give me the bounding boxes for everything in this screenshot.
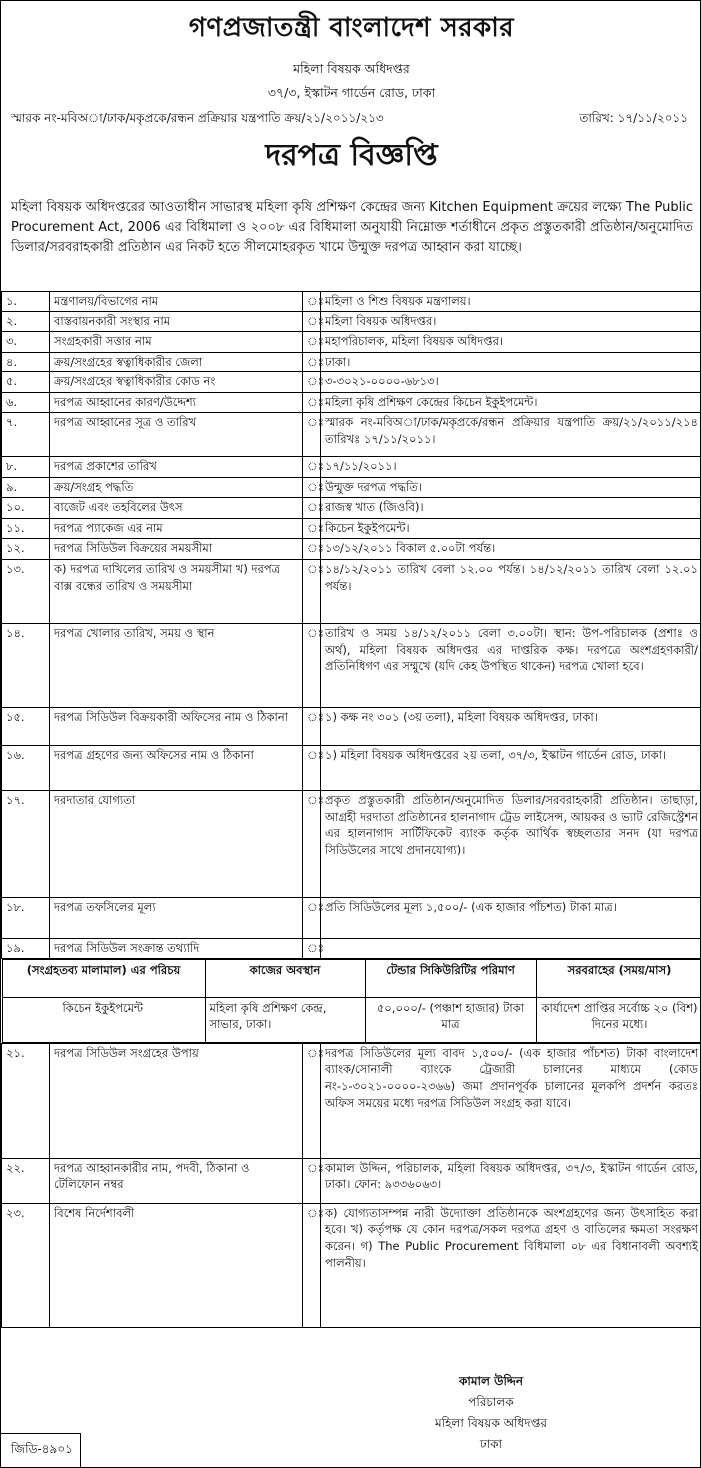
row-label: সংগ্রহকারী সত্তার নাম bbox=[50, 331, 303, 352]
table-row bbox=[2, 791, 701, 898]
row-number: ১. bbox=[2, 292, 50, 312]
signatory-office: মহিলা বিষয়ক অধিদপ্তর bbox=[435, 1416, 547, 1430]
signature-block bbox=[401, 1371, 581, 1455]
table-row bbox=[2, 746, 701, 791]
schedule-header-security: টেন্ডার সিকিউরিটির পরিমাণ bbox=[365, 959, 536, 997]
row-number: ১২. bbox=[2, 539, 50, 560]
table-row bbox=[2, 560, 701, 624]
row-label: দরপত্র আহ্বানের কারণ/উদ্দেশ্য bbox=[50, 393, 303, 413]
row-separator: ঃ bbox=[303, 539, 321, 560]
row-separator: ঃ bbox=[303, 498, 321, 519]
schedule-header-item: (সংগ্রহতব্য মালামাল) এর পরিচয় bbox=[2, 959, 205, 997]
row-separator: ঃ bbox=[303, 413, 321, 457]
row-separator: ঃ bbox=[303, 312, 321, 332]
schedule-header-delivery: সরবরাহের (সময়/মাস) bbox=[536, 959, 701, 997]
table-row bbox=[2, 352, 701, 372]
row-separator: ঃ bbox=[303, 1158, 321, 1203]
row-value: দরপত্র সিডিউলের মূল্য বাবদ ১,৫০০/- (এক হাজার পাঁচশত) টাকা বাংলাদেশ ব্যাংক/সোনালী ব্যাংকে ট্রেজারী চালানের মাধ্যমে (কোড নং-১-৩০২১-০০০০-২৩৬৬) জমা প্রদানপূর্বক চালানের মূলকপি প্রদর্শন করতঃ অফিস সময়ের মধ্যে দরপত্র সিডিউল সংগ্রহ করা যাবে। bbox=[321, 1043, 701, 1158]
gd-number: জিডি-৪৯০১ bbox=[11, 1442, 73, 1456]
row-label: দরপত্র গ্রহণের জন্য অফিসের নাম ও ঠিকানা bbox=[50, 746, 303, 791]
row-value: ১৩/১২/২০১১ বিকাল ৫.০০টা পর্যন্ত। bbox=[321, 539, 701, 560]
table-row bbox=[2, 292, 701, 312]
row-value: তারিখ ও সময় ১৪/১২/২০১১ বেলা ৩.০০টা। স্থান: উপ-পরিচালক (প্রশাঃ ও অর্থ), মহিলা বিষয়ক অধিদপ্তর এর দাপ্তরিক কক্ষ। দরপত্রে অংশগ্রহণকারী/প্রতিনিধিগণ এর সম্মুখে (যদি কেহ উপস্থিত থাকেন) দরপত্র খোলা হবে। bbox=[321, 624, 701, 708]
row-separator: ঃ bbox=[303, 791, 321, 898]
row-value: ১) কক্ষ নং ৩০১ (৩য় তলা), মহিলা বিষয়ক অধিদপ্তর, ঢাকা। bbox=[321, 708, 701, 746]
row-number: ১৪. bbox=[2, 624, 50, 708]
table-row bbox=[2, 539, 701, 560]
row-value: কামাল উদ্দিন, পরিচালক, মহিলা বিষয়ক অধিদপ্তর, ৩৭/৩, ইস্কাটন গার্ডেন রোড, ঢাকা। ফোন: ৯৩৩৬০৬৩। bbox=[321, 1158, 701, 1203]
row-label: দরপত্র সিডিউল সংগ্রহের উপায় bbox=[50, 1043, 303, 1158]
row-value: মহিলা ও শিশু বিষয়ক মন্ত্রণালয়। bbox=[321, 292, 701, 312]
row-value: রাজস্ব খাত (জিওবি)। bbox=[321, 498, 701, 519]
row-label: ক) দরপত্র দাখিলের তারিখ ও সময়সীমা খ) দরপত্র বাক্স বন্ধের তারিখ ও সময়সীমা bbox=[50, 560, 303, 624]
row-label: দরপত্র প্যাকেজ এর নাম bbox=[50, 519, 303, 539]
row-label: বাস্তবায়নকারী সংস্থার নাম bbox=[50, 312, 303, 332]
row-separator: ঃ bbox=[303, 1043, 321, 1158]
row-value: ১৭/১১/২০১১। bbox=[321, 457, 701, 478]
table-row bbox=[2, 331, 701, 352]
row-value: উন্মুক্ত দরপত্র পদ্ধতি। bbox=[321, 478, 701, 498]
schedule-header-location: কাজের অবস্থান bbox=[205, 959, 365, 997]
tender-details-table bbox=[1, 291, 701, 1328]
row-label: ক্রয়/সংগ্রহের স্বত্বাধিকারীর জেলা bbox=[50, 352, 303, 372]
row-label: দরপত্র খোলার তারিখ, সময় ও স্থান bbox=[50, 624, 303, 708]
row-number: ২. bbox=[2, 312, 50, 332]
row-separator: ঃ bbox=[303, 746, 321, 791]
row-label: দরপত্র সিডিউল বিক্রয়ের সময়সীমা bbox=[50, 539, 303, 560]
row-value: মহিলা বিষয়ক অধিদপ্তর। bbox=[321, 312, 701, 332]
table-row bbox=[2, 519, 701, 539]
row-number: ১৭. bbox=[2, 791, 50, 898]
table-row bbox=[2, 413, 701, 457]
government-title: গণপ্রজাতন্ত্রী বাংলাদেশ সরকার bbox=[188, 13, 515, 43]
table-row bbox=[2, 498, 701, 519]
signatory-city: ঢাকা bbox=[479, 1437, 503, 1451]
row-separator: ঃ bbox=[303, 939, 321, 959]
schedule-item: কিচেন ইকুইপমেন্ট bbox=[2, 997, 205, 1042]
table-row bbox=[2, 1203, 701, 1327]
row-separator: ঃ bbox=[303, 898, 321, 939]
row-label: দরপত্র সিডিউল সংক্রান্ত তথ্যাদি bbox=[50, 939, 303, 959]
row-label: দরপত্র সিডিউল বিক্রয়কারী অফিসের নাম ও ঠিকানা bbox=[50, 708, 303, 746]
row-label: দরপত্র তফসিলের মূল্য bbox=[50, 898, 303, 939]
office-name: মহিলা বিষয়ক অধিদপ্তর bbox=[293, 61, 410, 76]
row-number: ৯. bbox=[2, 478, 50, 498]
row-label: ক্রয়/সংগ্রহ পদ্ধতি bbox=[50, 478, 303, 498]
schedule-header-row bbox=[2, 959, 701, 997]
row-value: স্মারক নং-মবিঅা/ঢাক/মকৃপ্রকে/রন্ধন প্রক্রিয়ার যন্ত্রপাতি ক্রয়/২১/২০১১/২১৪ তারিখঃ ১৭/১১/২০১১। bbox=[321, 413, 701, 457]
row-value: ১৪/১২/২০১১ তারিখ বেলা ১২.০০ পর্যন্ত। ১৪/১২/২০১১ তারিখ বেলা ১২.০১ পর্যন্ত। bbox=[321, 560, 701, 624]
row-separator: ঃ bbox=[303, 478, 321, 498]
row-value: মহাপরিচালক, মহিলা বিষয়ক অধিদপ্তর। bbox=[321, 331, 701, 352]
row-number: ১১. bbox=[2, 519, 50, 539]
table-row bbox=[2, 708, 701, 746]
memo-number: স্মারক নং-মবিঅা/ঢাক/মকৃপ্রকে/রন্ধন প্রক্রিয়ার যন্ত্রপাতি ক্রয়/২১/২০১১/২১৩ bbox=[11, 111, 384, 125]
row-separator: ঃ bbox=[303, 292, 321, 312]
row-value: কিচেন ইকুইপমেন্ট। bbox=[321, 519, 701, 539]
row-label: দরপত্র আহ্বানের সূত্র ও তারিখ bbox=[50, 413, 303, 457]
office-address: ৩৭/৩, ইস্কাটন গার্ডেন রোড, ঢাকা bbox=[267, 85, 436, 100]
signatory-designation: পরিচালক bbox=[468, 1395, 514, 1409]
row-label: দরপত্র আহ্বানকারীর নাম, পদবী, ঠিকানা ও টেলিফোন নম্বর bbox=[50, 1158, 303, 1203]
table-row bbox=[2, 1043, 701, 1158]
row-number: ৫. bbox=[2, 372, 50, 393]
row-value: প্রকৃত প্রস্তুতকারী প্রতিষ্ঠান/অনুমোদিত ডিলার/সরবরাহকারী প্রতিষ্ঠান। তাছাড়া, আগ্রহী দরদাতা প্রতিষ্ঠানের হালনাগাদ ট্রেড লাইসেন্স, আয়কর ও ভ্যাট রেজিস্ট্রেশন এর হালনাগাদ সার্টিফিকেট ব্যাংক কর্তৃক আর্থিক স্বচ্ছলতার সনদ (যা দরপত্র সিডিউলের সাথে প্রদানযোগ্য)। bbox=[321, 791, 701, 898]
row-label: বিশেষ নির্দেশাবলী bbox=[50, 1203, 303, 1327]
schedule-row bbox=[2, 958, 701, 1043]
row-separator: ঃ bbox=[303, 560, 321, 624]
row-separator: ঃ bbox=[303, 457, 321, 478]
intro-paragraph: মহিলা বিষয়ক অধিদপ্তরের আওতাধীন সাভারস্থ মহিলা কৃষি প্রশিক্ষণ কেন্দ্রের জন্য Kitchen Equipment ক্রয়ের লক্ষ্যে The Public Procurement Act, 2006 এর বিধিমালা ও ২০০৮ এর বিধিমালা অনুযায়ী নিম্নোক্ত শর্তাধীনে প্রকৃত প্রস্তুতকারী প্রতিষ্ঠান/অনুমোদিত ডিলার/সরবরাহকারী প্রতিষ্ঠান এর নিকট হতে সীলমোহরকৃত খামে উন্মুক্ত দরপত্র আহ্বান করা যাচ্ছে। bbox=[11, 200, 693, 256]
row-number: ৪. bbox=[2, 352, 50, 372]
table-row bbox=[2, 312, 701, 332]
notice-title: দরপত্র বিজ্ঞপ্তি bbox=[265, 138, 438, 173]
row-number: ১৫. bbox=[2, 708, 50, 746]
schedule-delivery: কার্যাদেশ প্রাপ্তির সর্বোচ্চ ২০ (বিশ) দিনের মধ্যে। bbox=[536, 997, 701, 1042]
row-label: বাজেট এবং তহবিলের উৎস bbox=[50, 498, 303, 519]
table-row bbox=[2, 898, 701, 939]
row-label: মন্ত্রণালয়/বিভাগের নাম bbox=[50, 292, 303, 312]
row-number: ৮. bbox=[2, 457, 50, 478]
schedule-location: মহিলা কৃষি প্রশিক্ষণ কেন্দ্র, সাভার, ঢাকা। bbox=[205, 997, 365, 1042]
row-number: ৬. bbox=[2, 393, 50, 413]
row-number: ২৩. bbox=[2, 1203, 50, 1327]
row-number: ১০. bbox=[2, 498, 50, 519]
row-label: ক্রয়/সংগ্রহের স্বত্বাধিকারীর কোড নং bbox=[50, 372, 303, 393]
row-number: ১৩. bbox=[2, 560, 50, 624]
row-value: ১) মহিলা বিষয়ক অধিদপ্তরের ২য় তলা, ৩৭/৩, ইস্কাটন গার্ডেন রোড, ঢাকা। bbox=[321, 746, 701, 791]
table-row bbox=[2, 1158, 701, 1203]
row-value: ঢাকা। bbox=[321, 352, 701, 372]
row-value: ৩-৩০২১-০০০০-৬৮১৩। bbox=[321, 372, 701, 393]
row-number: ১৬. bbox=[2, 746, 50, 791]
table-row bbox=[2, 624, 701, 708]
row-separator: ঃ bbox=[303, 1203, 321, 1327]
row-number: ২১. bbox=[2, 1043, 50, 1158]
table-row bbox=[2, 457, 701, 478]
row-separator: ঃ bbox=[303, 519, 321, 539]
table-row bbox=[2, 478, 701, 498]
row-number: ৩. bbox=[2, 331, 50, 352]
row-separator: ঃ bbox=[303, 331, 321, 352]
row-value bbox=[321, 939, 701, 959]
table-row bbox=[2, 939, 701, 959]
row-separator: ঃ bbox=[303, 393, 321, 413]
signatory-name: কামাল উদ্দিন bbox=[459, 1374, 523, 1388]
schedule-table bbox=[2, 959, 701, 1043]
memo-date: তারিখ: ১৭/১১/২০১১ bbox=[579, 111, 688, 125]
row-value: ক) যোগ্যতাসম্পন্ন নারী উদ্যোক্তা প্রতিষ্ঠানকে অংশগ্রহণের জন্য উৎসাহিত করা হবে। খ) কর্তৃপক্ষ যে কোন দরপত্র/সকল দরপত্র গ্রহণ ও বাতিলের ক্ষমতা সংরক্ষণ করেন। গ) The Public Procurement বিধিমালা ০৮ এর বিধানাবলী অবশ্যই পালনীয়। bbox=[321, 1203, 701, 1327]
row-number: ৭. bbox=[2, 413, 50, 457]
row-separator: ঃ bbox=[303, 352, 321, 372]
schedule-data-row bbox=[2, 997, 701, 1042]
table-row bbox=[2, 372, 701, 393]
row-separator: ঃ bbox=[303, 708, 321, 746]
row-label: দরদাতার যোগ্যতা bbox=[50, 791, 303, 898]
table-row bbox=[2, 393, 701, 413]
row-number: ২২. bbox=[2, 1158, 50, 1203]
row-value: মহিলা কৃষি প্রশিক্ষণ কেন্দ্রের কিচেন ইকুইপমেন্ট। bbox=[321, 393, 701, 413]
row-label: দরপত্র প্রকাশের তারিখ bbox=[50, 457, 303, 478]
row-value: প্রতি সিডিউলের মূল্য ১,৫০০/- (এক হাজার পাঁচশত) টাকা মাত্র। bbox=[321, 898, 701, 939]
schedule-security: ৫০,০০০/- (পঞ্চাশ হাজার) টাকা মাত্র bbox=[365, 997, 536, 1042]
row-number: ১৯. bbox=[2, 939, 50, 959]
row-number: ১৮. bbox=[2, 898, 50, 939]
row-separator: ঃ bbox=[303, 372, 321, 393]
row-separator: ঃ bbox=[303, 624, 321, 708]
